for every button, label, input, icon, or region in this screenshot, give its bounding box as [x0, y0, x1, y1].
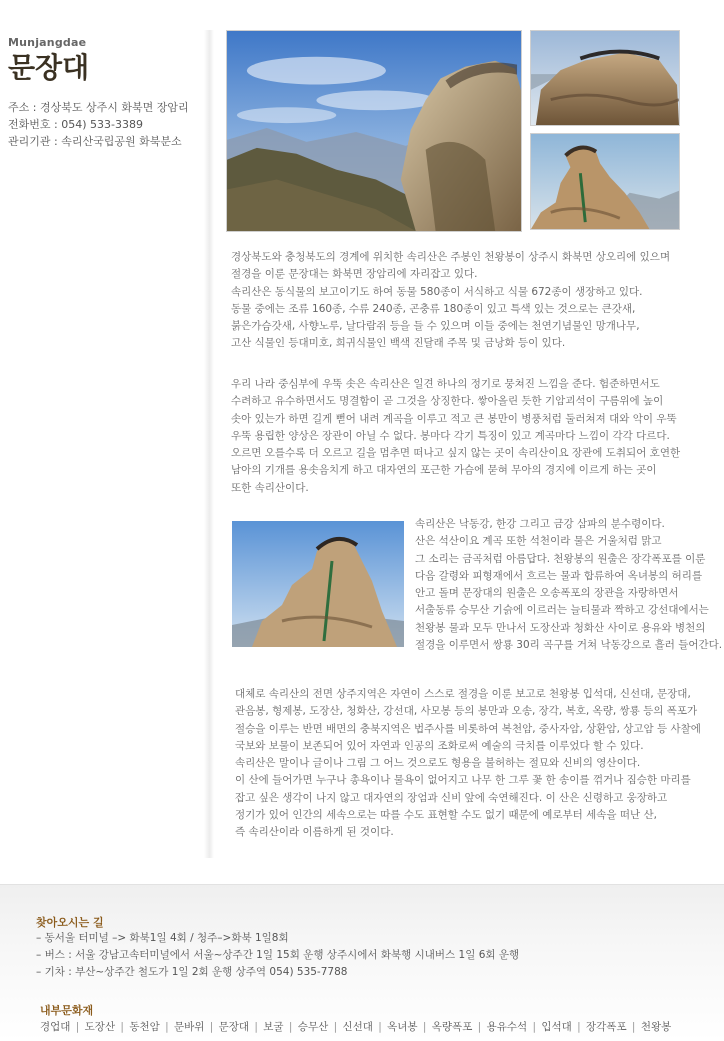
heritage-link[interactable]: 문바위 | [174, 1021, 219, 1033]
heritage-link[interactable]: 보굴 | [263, 1021, 298, 1033]
text-line: 고산 식물인 등대미호, 희귀식물인 백색 진달래 주목 및 금낭화 등이 있다. [231, 337, 566, 350]
direction-line: – 버스 : 서울 강남고속터미널에서 서울~상주간 1일 15회 운행 상주시에서 화북행 시내버스 1일 6회 운행 [36, 949, 520, 961]
text-line: 절경을 이루면서 쌍룡 30리 곡구를 거쳐 낙동강으로 흘러 들어간다. [415, 639, 723, 652]
heritage-link[interactable]: 동천암 | [129, 1021, 174, 1033]
text-line: 관음봉, 형제봉, 도장산, 청화산, 강선대, 사모봉 등의 봉만과 오송, 장각, 복호, 옥량, 쌍룡 등의 폭포가 [235, 705, 698, 718]
heritage-link[interactable]: 천왕봉 [640, 1021, 672, 1033]
heritage-link[interactable]: 옥량폭포 | [432, 1021, 487, 1033]
text-line: 동물 중에는 조류 160종, 수류 240종, 곤충류 180종이 있고 특색 있는 것으로는 큰갓새, [231, 302, 636, 315]
text-line: 속리산은 동식물의 보고이기도 하여 동물 580종이 서식하고 식물 672종이 생장하고 있다. [231, 285, 643, 298]
header-panel [8, 36, 208, 150]
heritage-link[interactable]: 문장대 | [219, 1021, 264, 1033]
summary-paragraph [235, 686, 701, 842]
summit-photo [530, 30, 680, 126]
peak-photo [530, 133, 680, 230]
heritage-link[interactable]: 장각폭포 | [586, 1021, 641, 1033]
text-line: 절승을 이루는 반면 배면의 충북지역은 법주사를 비롯하여 복천암, 중사자암, 상환암, 상고암 등 사찰에 [235, 722, 701, 735]
text-line: 속리산은 낙동강, 한강 그리고 금강 삼파의 분수령이다. [415, 518, 665, 530]
heritage-link[interactable]: 용유수석 | [487, 1021, 542, 1033]
text-line: 국보와 보물이 보존되어 있어 자연과 인공의 조화로써 예술의 극치를 이루었다 할 수 있다. [235, 739, 644, 752]
text-line: 우뚝 용립한 양상은 장관이 아닐 수 없다. 봉마다 각기 특징이 있고 계곡마다 느낌이 각각 다르다. [231, 429, 670, 442]
heritage-title: 내부문화재 [40, 1004, 94, 1017]
text-line: 솟아 있는가 하면 길게 뻗어 내려 계곡을 이루고 적고 큰 봉만이 병풍처럼 둘러쳐져 대와 악이 우뚝 [231, 412, 677, 425]
text-line: 우리 나라 중심부에 우뚝 솟은 속리산은 일견 하나의 정기로 뭉쳐진 느낌을 준다. 험준하면서도 [231, 378, 660, 390]
text-line: 붉은가슴갓새, 사향노루, 날다람쥐 등을 들 수 있으며 이들 중에는 천연기념물인 망개나무, [231, 320, 640, 333]
address-info: 주소 : 경상북도 상주시 화북면 장암리 [8, 101, 189, 114]
description-paragraph [231, 376, 680, 497]
river-paragraph [415, 516, 722, 654]
page-title: 문장대 [8, 51, 90, 84]
phone-info: 전화번호 : 054) 533-3389 [8, 118, 143, 131]
text-line: 그 소리는 금곡처럼 아름답다. 천왕봉의 원출은 장각폭포를 이룬 [415, 552, 706, 565]
heritage-link[interactable]: 신선대 | [342, 1021, 387, 1033]
column-divider [204, 30, 214, 858]
text-line: 속리산은 말이나 글이나 그림 그 어느 것으로도 형용을 불허하는 절묘와 신비의 영산이다. [235, 757, 641, 770]
heritage-link[interactable]: 옥녀봉 | [387, 1021, 432, 1033]
text-line: 또한 속리산이다. [231, 481, 309, 494]
directions-title: 찾아오시는 길 [36, 916, 104, 929]
info-footer [0, 884, 724, 1041]
heritage-link[interactable]: 경업대 | [40, 1021, 85, 1033]
text-line: 오르면 오를수록 더 오르고 길을 멈추면 떠나고 싶지 않는 곳이 속리산이요 장관에 도취되어 호연한 [231, 447, 681, 460]
text-line: 경상북도와 충청북도의 경계에 위치한 속리산은 주봉인 천왕봉이 상주시 화북면 상오리에 있으며 [231, 251, 671, 263]
directions-list [36, 930, 519, 981]
text-line: 서출동류 승무산 기슭에 이르러는 늘티물과 짝하고 강선대에서는 [415, 604, 709, 617]
heritage-link[interactable]: 입석대 | [541, 1021, 586, 1033]
text-line: 다음 갈령와 피형재에서 흐르는 물과 합류하여 옥녀봉의 허리를 [415, 569, 703, 582]
management-info: 관리기관 : 속리산국립공원 화북분소 [8, 135, 182, 148]
text-line: 즉 속리산이라 이름하게 된 것이다. [235, 826, 394, 839]
text-line: 대체로 속리산의 전면 상주지역은 자연이 스스로 절경을 이룬 보고로 천왕봉 입석대, 신선대, 문장대, [235, 688, 691, 700]
text-line: 수려하고 유수하면서도 명결함이 곧 그것을 상징한다. 쌓아올린 듯한 기암괴석이 구름위에 높이 [231, 395, 664, 408]
text-line: 잡고 싶은 생각이 나지 않고 대자연의 장엄과 신비 앞에 숙연해진다. 이 산은 신령하고 웅장하고 [235, 791, 668, 804]
text-line: 정기가 있어 인간의 세속으로는 따를 수도 표현할 수도 없기 때문에 예로부터 세속을 떠난 산, [235, 809, 658, 822]
page-subtitle: Munjangdae [8, 36, 87, 49]
heritage-list [40, 1019, 675, 1034]
rock-peak-photo [232, 521, 404, 647]
info-block [8, 99, 208, 150]
main-landscape-photo [226, 30, 522, 232]
direction-line: – 동서울 터미널 –> 화북1일 4회 / 청주–>화북 1일8회 [36, 932, 289, 944]
text-line: 천왕봉 물과 모두 만나서 도장산과 청화산 사이로 용유와 병천의 [415, 621, 706, 634]
text-line: 절경을 이룬 문장대는 화북면 장암리에 자리잡고 있다. [231, 268, 478, 281]
text-line: 안고 돌며 문장대의 원출은 오송폭포의 장관을 자랑하면서 [415, 587, 679, 600]
direction-line: – 기차 : 부산~상주간 철도가 1일 2회 운행 상주역 054) 535-7788 [36, 966, 348, 978]
heritage-link[interactable]: 승무산 | [298, 1021, 343, 1033]
intro-paragraph [231, 249, 670, 353]
text-line: 산은 석산이요 계곡 또한 석천이라 물은 거울처럼 맑고 [415, 535, 662, 548]
text-line: 이 산에 들어가면 누구나 총욕이나 물욕이 없어지고 나무 한 그루 꽃 한 송이를 꺾거나 짐승한 마리를 [235, 774, 691, 787]
text-line: 남아의 기개를 용솟음치게 하고 대자연의 포근한 가슴에 묻혀 무아의 경지에 이르게 하는 곳이 [231, 464, 657, 477]
heritage-link[interactable]: 도장산 | [85, 1021, 130, 1033]
